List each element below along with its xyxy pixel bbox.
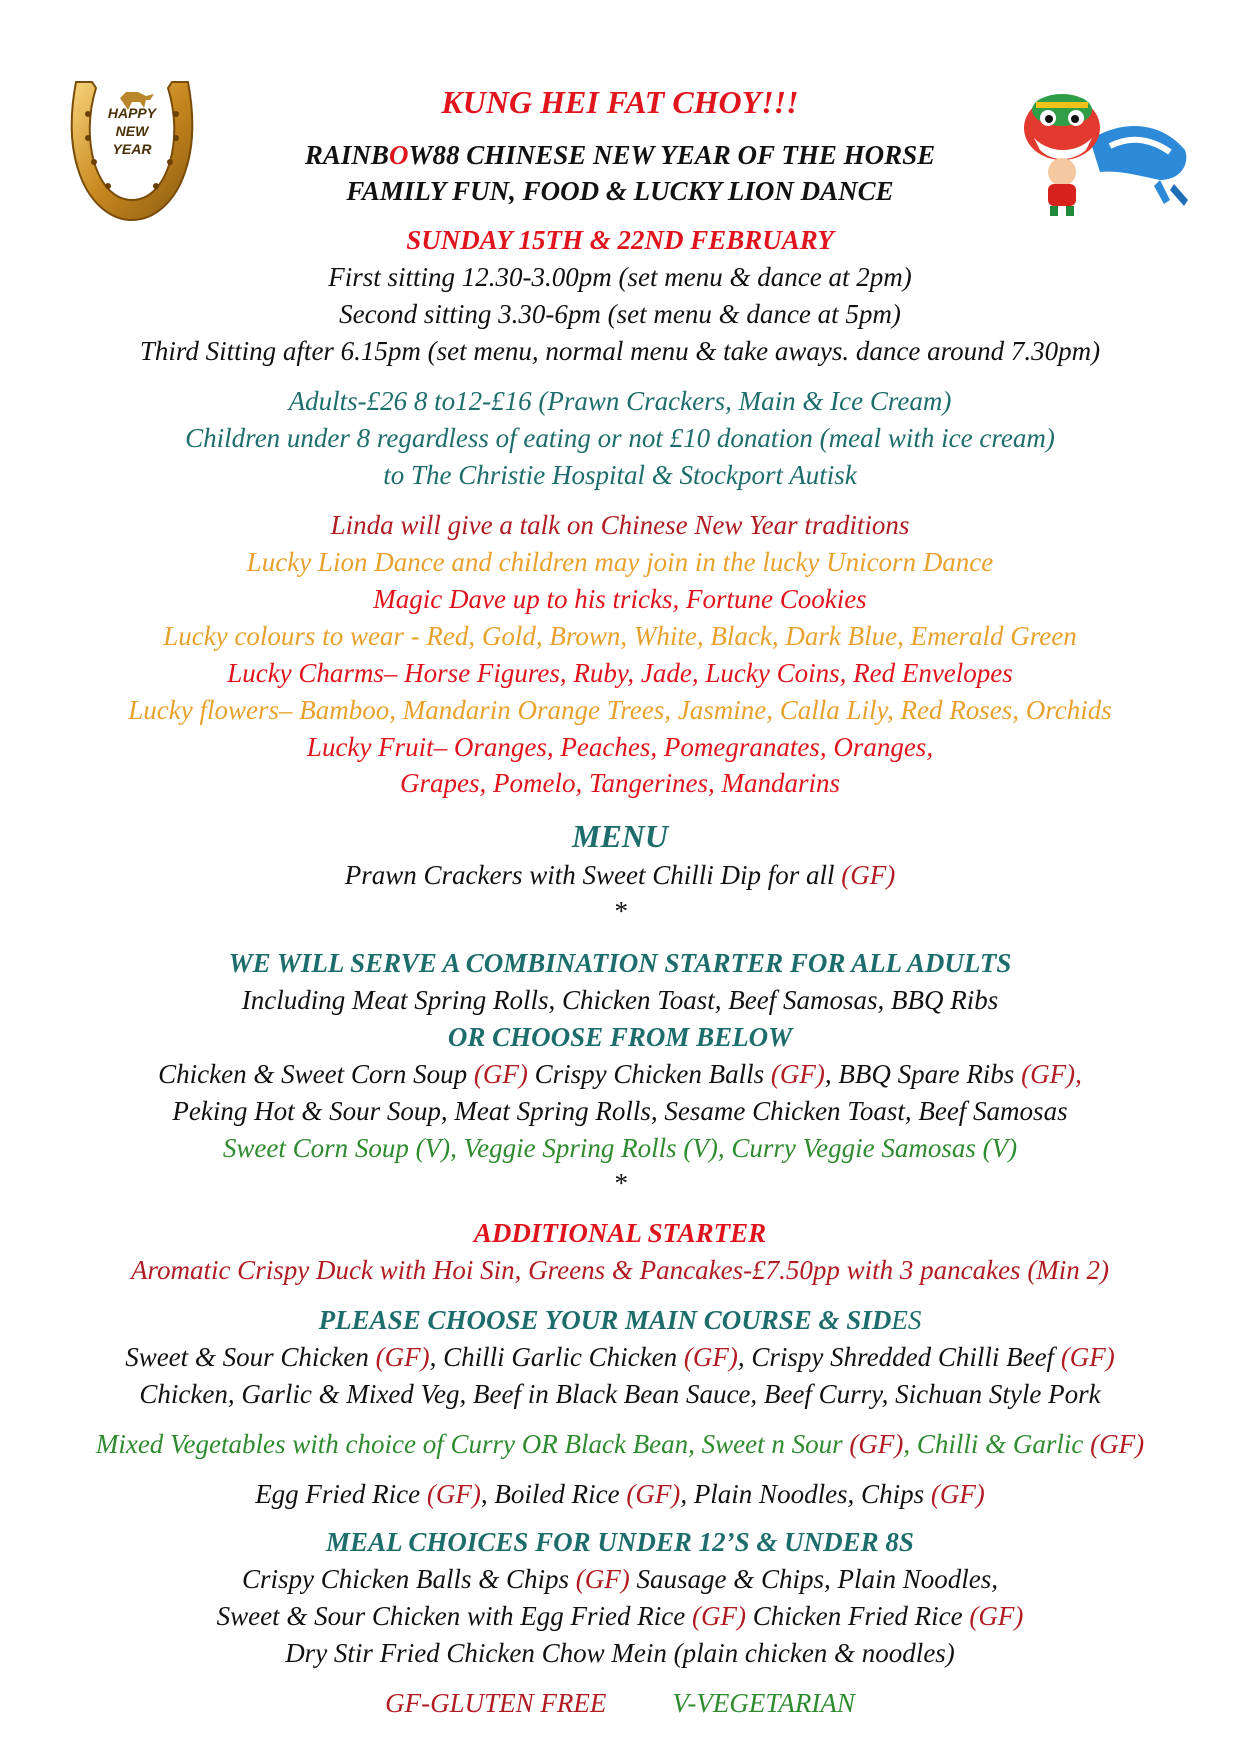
heading-part-1: RAINB bbox=[304, 140, 389, 170]
menu-heading: MENU bbox=[571, 818, 668, 854]
separator-star: * bbox=[613, 896, 627, 926]
kids-line-3: Dry Stir Fried Chicken Chow Mein (plain chicken & noodles) bbox=[285, 1638, 955, 1668]
price-line-3: to The Christie Hospital & Stockport Autisk bbox=[383, 460, 857, 490]
gf-tag: (GF) bbox=[770, 1059, 825, 1089]
heading-red-o: O bbox=[388, 140, 409, 170]
lucky-charms: Lucky Charms– Horse Figures, Ruby, Jade, Lucky Coins, Red Envelopes bbox=[227, 658, 1013, 688]
activity-talk: Linda will give a talk on Chinese New Year traditions bbox=[330, 510, 910, 540]
lucky-fruit-2: Grapes, Pomelo, Tangerines, Mandarins bbox=[399, 768, 840, 798]
sitting-third: Third Sitting after 6.15pm (set menu, normal menu & take aways. dance around 7.30pm) bbox=[139, 336, 1101, 366]
price-line-1: Adults-£26 8 to12-£16 (Prawn Crackers, Main & Ice Cream) bbox=[288, 386, 952, 416]
comma: , bbox=[1075, 1059, 1082, 1089]
main-chilli-garlic: , Chilli Garlic Chicken bbox=[429, 1342, 684, 1372]
legend-vegetarian: V-VEGETARIAN bbox=[672, 1688, 855, 1718]
mains-line-1 bbox=[0, 1344, 1240, 1371]
additional-starter-heading: ADDITIONAL STARTER bbox=[473, 1218, 767, 1248]
sides-line bbox=[0, 1481, 1240, 1508]
kids-line-1 bbox=[0, 1566, 1240, 1593]
event-heading bbox=[0, 142, 1240, 169]
gf-tag: (GF) bbox=[1021, 1059, 1076, 1089]
dietary-legend bbox=[0, 1690, 1240, 1717]
gf-tag: (GF) bbox=[375, 1342, 430, 1372]
starter-soup: Chicken & Sweet Corn Soup bbox=[158, 1059, 474, 1089]
main-shredded-beef: , Crispy Shredded Chilli Beef bbox=[737, 1342, 1061, 1372]
starter-ribs: , BBQ Spare Ribs bbox=[824, 1059, 1022, 1089]
sitting-second: Second sitting 3.30-6pm (set menu & dance at 5pm) bbox=[339, 299, 901, 329]
lucky-flowers: Lucky flowers– Bamboo, Mandarin Orange Trees, Jasmine, Calla Lily, Red Roses, Orchids bbox=[128, 695, 1112, 725]
crackers-text: Prawn Crackers with Sweet Chilli Dip for all bbox=[344, 860, 842, 890]
logo-text-year: YEAR bbox=[112, 141, 152, 157]
price-line-2: Children under 8 regardless of eating or not £10 donation (meal with ice cream) bbox=[185, 423, 1055, 453]
veg-main-text: Mixed Vegetables with choice of Curry OR Black Bean, Sweet n Sour bbox=[95, 1429, 850, 1459]
main-heading-text: PLEASE CHOOSE YOUR MAIN COURSE & SID bbox=[318, 1305, 892, 1335]
gf-tag: (GF) bbox=[683, 1342, 738, 1372]
main-course-heading bbox=[0, 1307, 1240, 1334]
veg-main-line bbox=[0, 1431, 1240, 1458]
gf-tag: (GF) bbox=[575, 1564, 630, 1594]
heading-part-2: W88 CHINESE NEW YEAR OF THE HORSE bbox=[408, 140, 936, 170]
or-choose-heading: OR CHOOSE FROM BELOW bbox=[447, 1022, 793, 1052]
gf-tag: (GF) bbox=[930, 1479, 985, 1509]
main-sweet-sour: Sweet & Sour Chicken bbox=[125, 1342, 376, 1372]
gf-tag: (GF) bbox=[1090, 1429, 1145, 1459]
kids-balls-chips: Crispy Chicken Balls & Chips bbox=[242, 1564, 576, 1594]
kids-line-2 bbox=[0, 1603, 1240, 1630]
kids-fried-rice: Chicken Fried Rice bbox=[745, 1601, 970, 1631]
additional-starter-item: Aromatic Crispy Duck with Hoi Sin, Greens & Pancakes-£7.50pp with 3 pancakes (Min 2) bbox=[130, 1255, 1110, 1285]
activity-magic: Magic Dave up to his tricks, Fortune Cookies bbox=[373, 584, 867, 614]
gf-tag: (GF) bbox=[1060, 1342, 1115, 1372]
gf-tag: (GF) bbox=[426, 1479, 481, 1509]
starters-line-2: Peking Hot & Sour Soup, Meat Spring Rolls, Sesame Chicken Toast, Beef Samosas bbox=[172, 1096, 1068, 1126]
separator-star: * bbox=[613, 1168, 627, 1198]
logo-text-new: NEW bbox=[115, 123, 149, 139]
logo-text-happy: HAPPY bbox=[107, 105, 157, 121]
gf-tag: (GF) bbox=[692, 1601, 746, 1631]
gf-tag: (GF) bbox=[473, 1059, 528, 1089]
kids-sausage: Sausage & Chips, Plain Noodles, bbox=[629, 1564, 998, 1594]
starters-line-1 bbox=[0, 1061, 1240, 1088]
side-egg-rice: Egg Fried Rice bbox=[255, 1479, 427, 1509]
kids-meal-heading: MEAL CHOICES FOR UNDER 12’S & UNDER 8S bbox=[326, 1527, 914, 1557]
lucky-fruit-1: Lucky Fruit– Oranges, Peaches, Pomegranates, Oranges, bbox=[306, 732, 934, 762]
kids-sweet-sour: Sweet & Sour Chicken with Egg Fried Rice bbox=[216, 1601, 692, 1631]
gf-tag: (GF) bbox=[626, 1479, 681, 1509]
veg-chilli-garlic: , Chilli & Garlic bbox=[903, 1429, 1091, 1459]
gf-tag: (GF) bbox=[849, 1429, 904, 1459]
gf-tag: (GF) bbox=[841, 860, 896, 890]
starter-balls: Crispy Chicken Balls bbox=[527, 1059, 771, 1089]
side-boiled-rice: , Boiled Rice bbox=[480, 1479, 627, 1509]
page-title: KUNG HEI FAT CHOY!!! bbox=[441, 84, 799, 120]
combo-starter-heading: WE WILL SERVE A COMBINATION STARTER FOR ALL ADULTS bbox=[228, 948, 1012, 978]
main-heading-end: ES bbox=[891, 1305, 922, 1335]
gf-tag: (GF) bbox=[969, 1601, 1024, 1631]
sitting-first: First sitting 12.30-3.00pm (set menu & dance at 2pm) bbox=[328, 262, 912, 292]
activity-lion-dance: Lucky Lion Dance and children may join in the lucky Unicorn Dance bbox=[246, 547, 994, 577]
starters-line-vegetarian: Sweet Corn Soup (V), Veggie Spring Rolls (V), Curry Veggie Samosas (V) bbox=[222, 1133, 1018, 1163]
menu-crackers bbox=[0, 862, 1240, 889]
event-subheading: FAMILY FUN, FOOD & LUCKY LION DANCE bbox=[346, 176, 894, 206]
side-noodles-chips: , Plain Noodles, Chips bbox=[680, 1479, 931, 1509]
lucky-colours: Lucky colours to wear - Red, Gold, Brown, White, Black, Dark Blue, Emerald Green bbox=[163, 621, 1077, 651]
combo-starter-items: Including Meat Spring Rolls, Chicken Toast, Beef Samosas, BBQ Ribs bbox=[241, 985, 999, 1015]
legend-gluten-free: GF-GLUTEN FREE bbox=[385, 1688, 607, 1718]
mains-line-2: Chicken, Garlic & Mixed Veg, Beef in Black Bean Sauce, Beef Curry, Sichuan Style Pork bbox=[139, 1379, 1101, 1409]
event-dates: SUNDAY 15TH & 22ND FEBRUARY bbox=[406, 225, 834, 255]
